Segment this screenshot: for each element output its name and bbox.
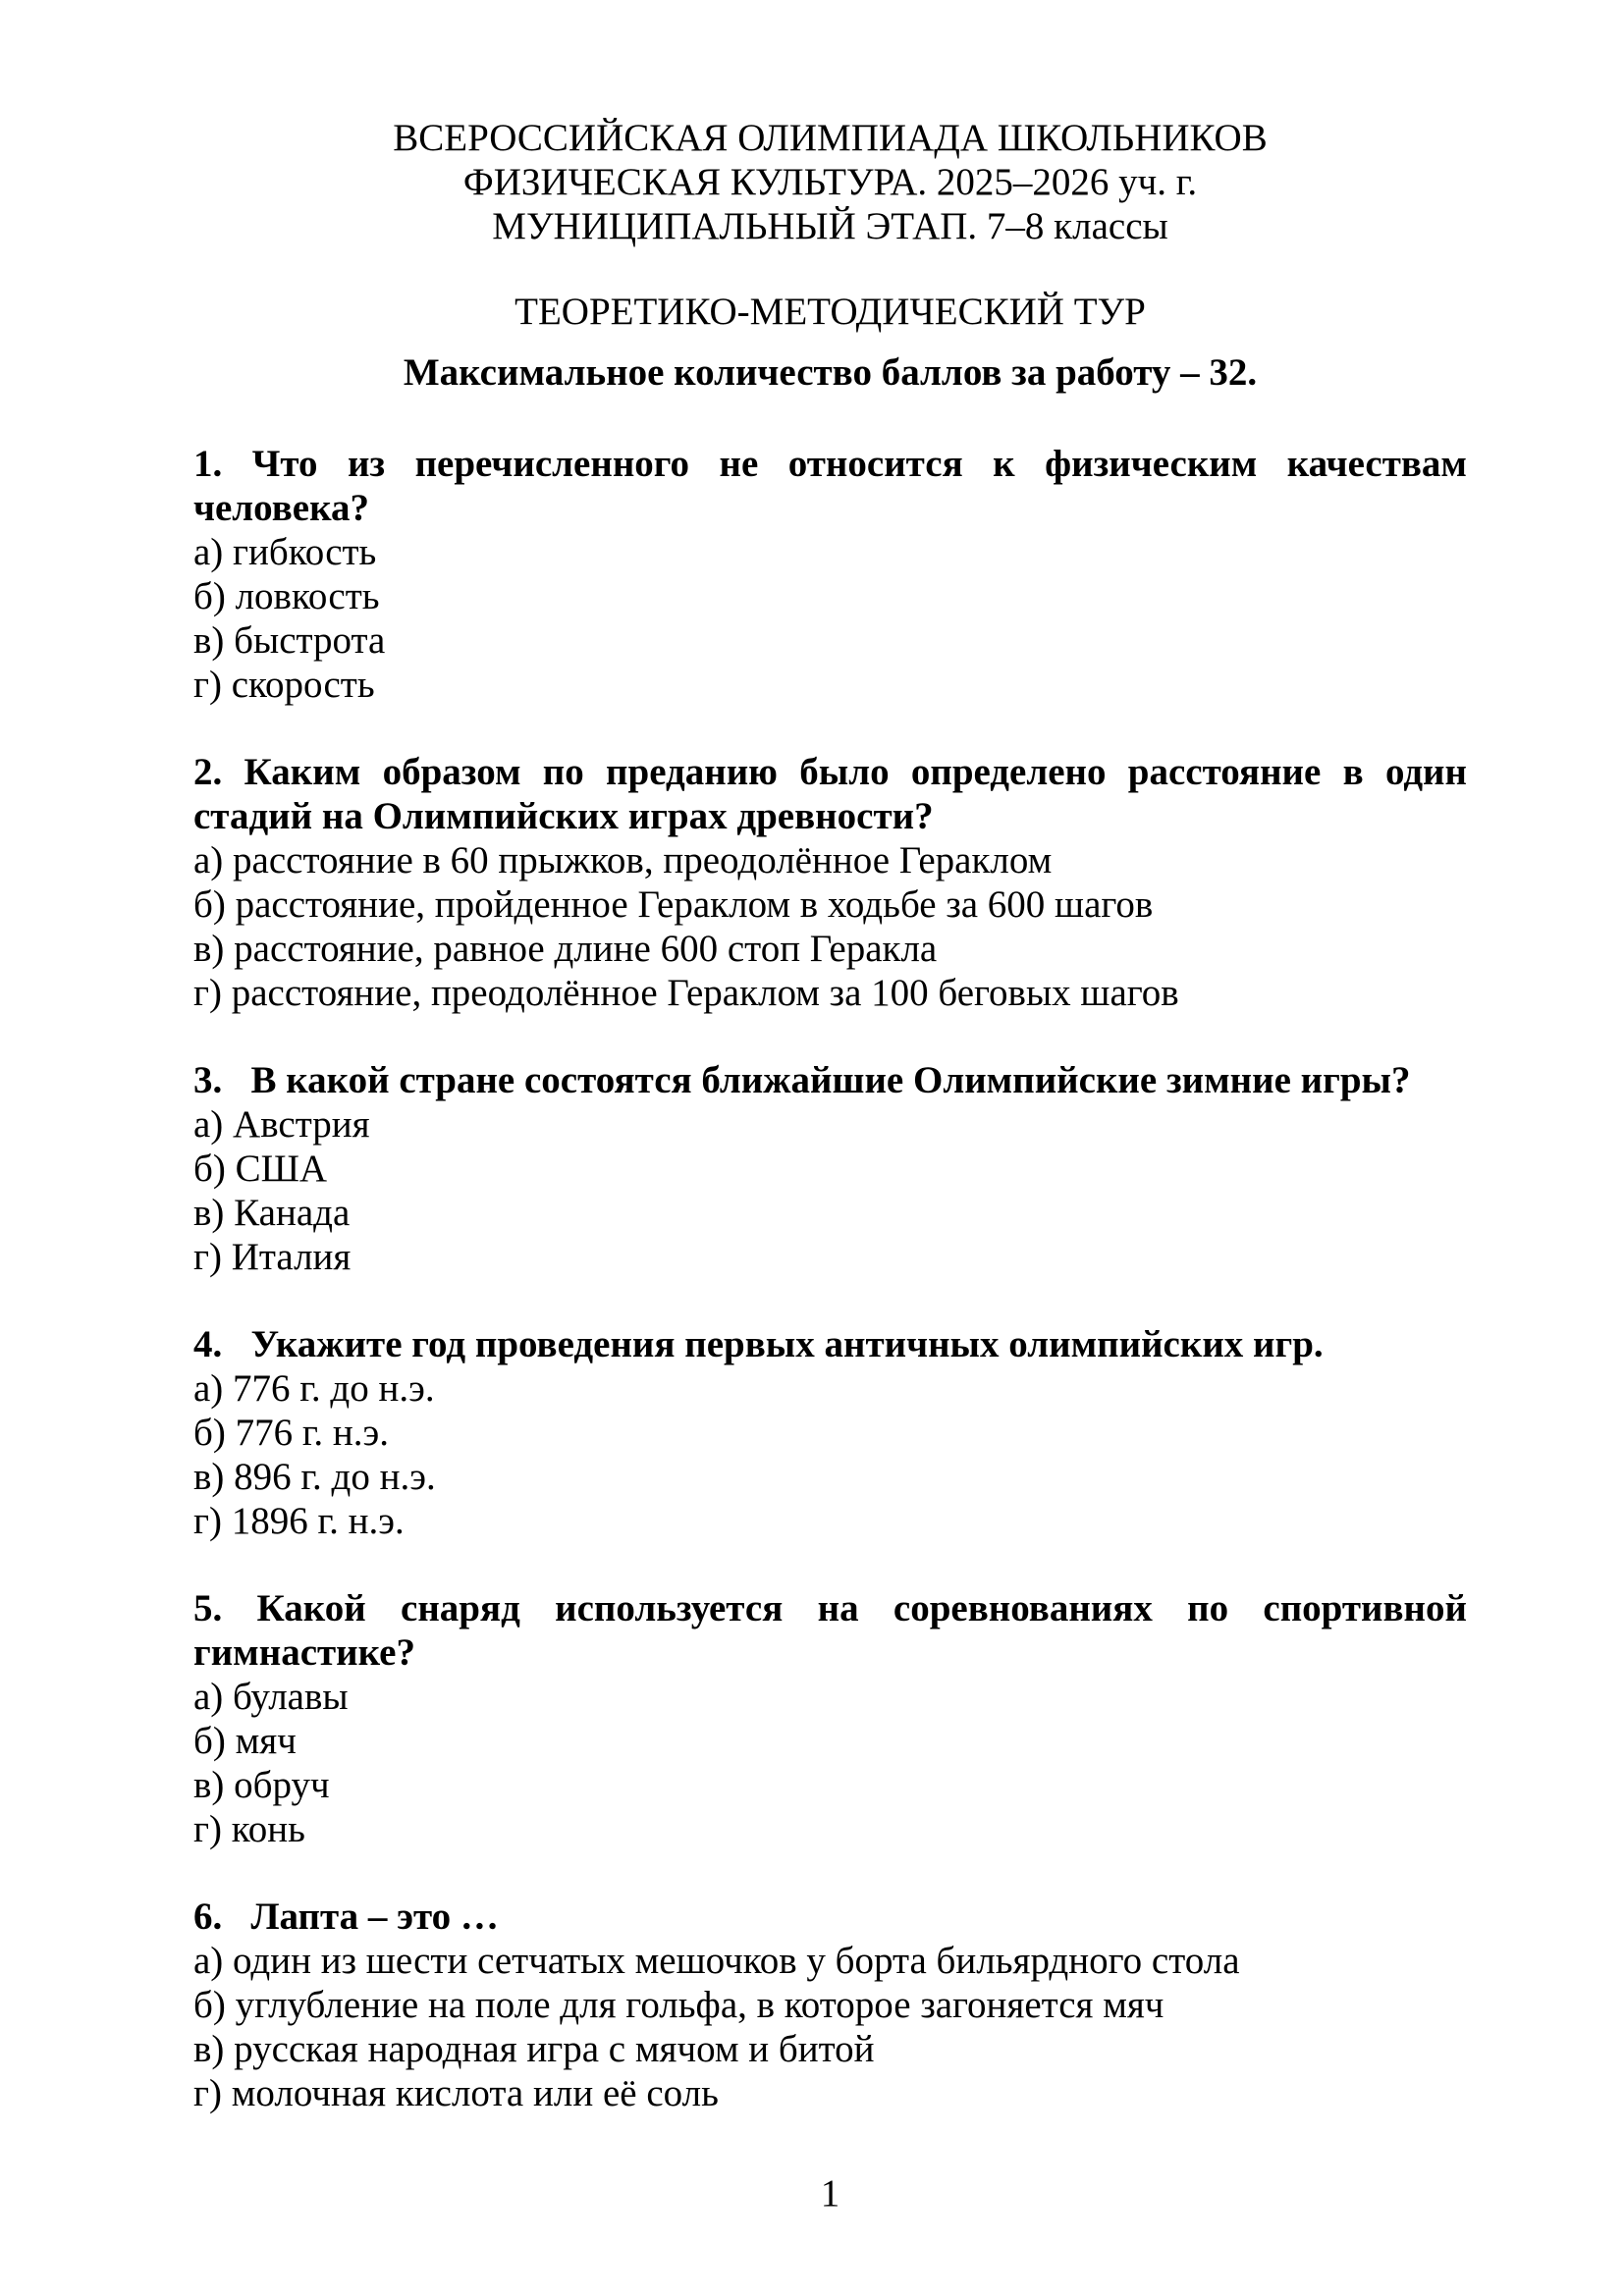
question-2-title-line-1: 2. Каким образом по преданию было определено расстояние в один (193, 751, 1467, 793)
question-4-option-v: в) 896 г. до н.э. (193, 1456, 436, 1498)
page-number: 1 (820, 2172, 840, 2215)
question-4-option-b: б) 776 г. н.э. (193, 1412, 390, 1454)
question-5-option-g: г) конь (193, 1808, 305, 1850)
question-1 (193, 442, 1467, 707)
question-5-option-a: а) булавы (193, 1676, 349, 1718)
question-3-option-g: г) Италия (193, 1236, 352, 1278)
question-5 (193, 1586, 1467, 1851)
header-line-olympiad: ВСЕРОССИЙСКАЯ ОЛИМПИАДА ШКОЛЬНИКОВ (393, 117, 1268, 159)
question-1-option-v: в) быстрота (193, 619, 386, 662)
question-6 (193, 1895, 1467, 2115)
question-1-title-line-1: 1. Что из перечисленного не относится к физическим качествам (193, 443, 1467, 485)
header-line-stage-grades: МУНИЦИПАЛЬНЫЙ ЭТАП. 7–8 классы (492, 205, 1168, 247)
question-1-option-g: г) скорость (193, 664, 375, 706)
question-5-title-line-1: 5. Какой снаряд используется на соревнованиях по спортивной (193, 1587, 1467, 1629)
page-content (193, 116, 1467, 2115)
question-4-option-a: а) 776 г. до н.э. (193, 1367, 435, 1410)
question-4-title-line-1: 4. Укажите год проведения первых античных олимпийских игр. (193, 1323, 1324, 1365)
question-6-option-a: а) один из шести сетчатых мешочков у борта бильярдного стола (193, 1940, 1240, 1982)
question-6-option-v: в) русская народная игра с мячом и битой (193, 2028, 875, 2070)
question-3-option-v: в) Канада (193, 1192, 351, 1234)
question-1-title-line-2: человека? (193, 487, 369, 529)
question-2-title-line-2: стадий на Олимпийских играх древности? (193, 795, 934, 837)
round-title: ТЕОРЕТИКО-МЕТОДИЧЕСКИЙ ТУР (514, 291, 1146, 333)
header-line-subject-year: ФИЗИЧЕСКАЯ КУЛЬТУРА. 2025–2026 уч. г. (462, 161, 1198, 203)
question-5-option-b: б) мяч (193, 1720, 297, 1762)
question-5-option-v: в) обруч (193, 1764, 330, 1806)
question-3-option-b: б) США (193, 1148, 328, 1190)
document-header (193, 116, 1467, 248)
question-6-option-b: б) углубление на поле для гольфа, в которое загоняется мяч (193, 1984, 1164, 2026)
question-5-title-line-2: гимнастике? (193, 1631, 415, 1674)
question-4 (193, 1322, 1467, 1543)
question-6-option-g: г) молочная кислота или её соль (193, 2072, 719, 2114)
question-6-title-line-1: 6. Лапта – это … (193, 1896, 499, 1938)
question-2-option-b: б) расстояние, пройденное Гераклом в ходьбе за 600 шагов (193, 883, 1154, 926)
question-1-option-b: б) ловкость (193, 575, 380, 617)
max-points-line: Максимальное количество баллов за работу – 32. (403, 351, 1258, 394)
question-2-option-g: г) расстояние, преодолённое Гераклом за 100 беговых шагов (193, 972, 1179, 1014)
question-2-option-a: а) расстояние в 60 прыжков, преодолённое Гераклом (193, 839, 1053, 881)
question-4-option-g: г) 1896 г. н.э. (193, 1500, 405, 1542)
question-3-option-a: а) Австрия (193, 1103, 370, 1146)
question-2-option-v: в) расстояние, равное длине 600 стоп Геракла (193, 928, 938, 970)
question-2 (193, 750, 1467, 1015)
question-3-title-line-1: 3. В какой стране состоятся ближайшие Олимпийские зимние игры? (193, 1059, 1411, 1101)
question-1-option-a: а) гибкость (193, 531, 377, 573)
question-3 (193, 1058, 1467, 1279)
